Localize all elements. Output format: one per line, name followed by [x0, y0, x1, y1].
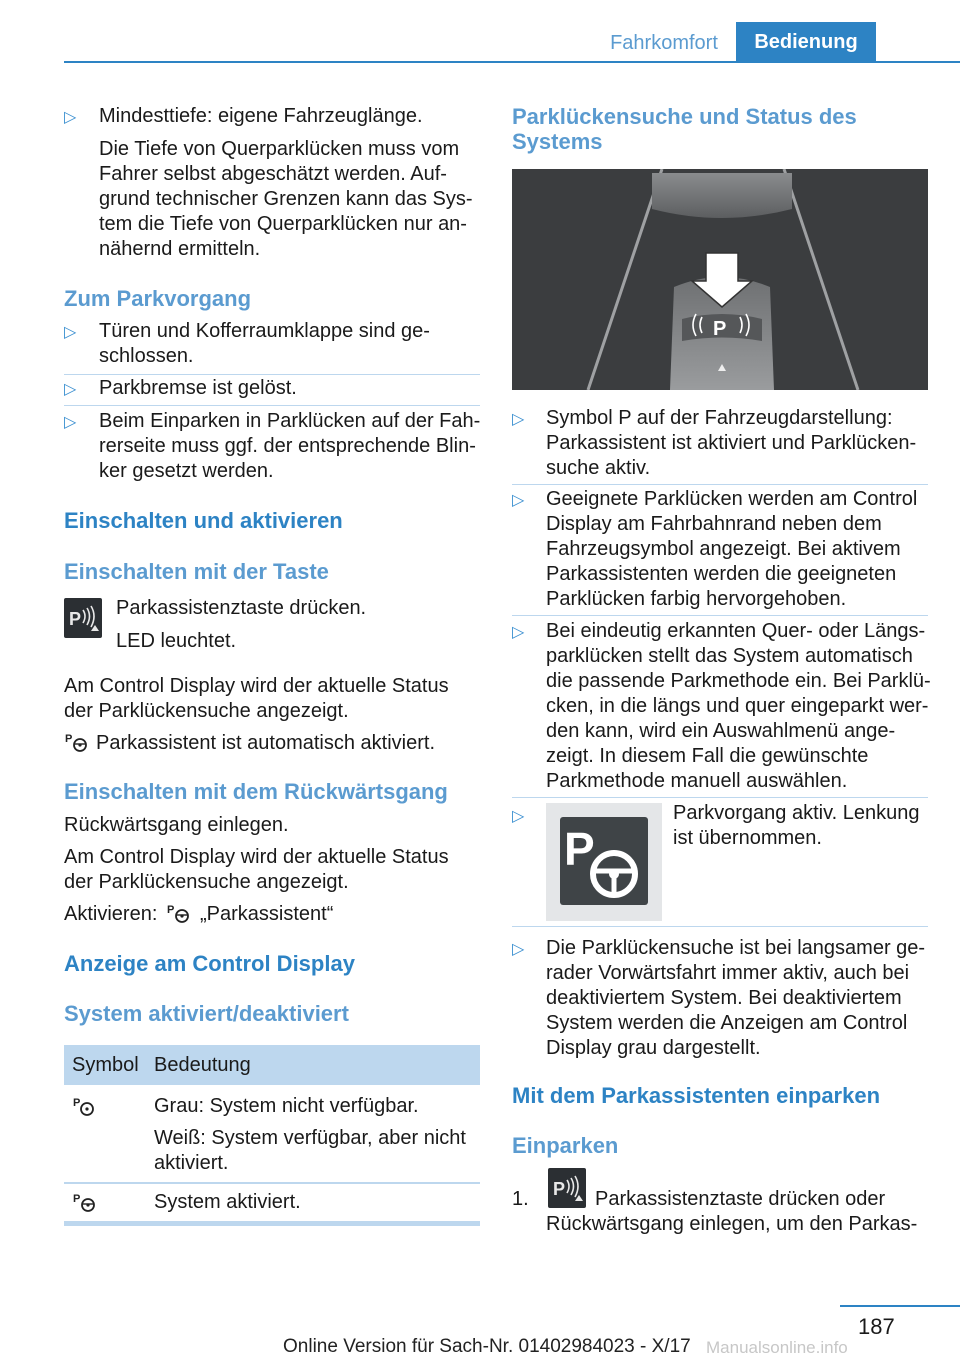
paragraph-line: Parkassistent ist automatisch aktiviert.	[96, 732, 436, 754]
bullet-text: Display am Fahrbahnrand neben dem	[546, 513, 882, 535]
heading-einschalten-aktivieren: Einschalten und aktivieren	[64, 508, 343, 533]
park-assist-symbol-icon	[166, 901, 190, 925]
paragraph-line: nähernd ermitteln.	[99, 238, 261, 260]
divider	[64, 405, 480, 406]
step-number: 1.	[512, 1188, 529, 1210]
divider	[512, 615, 928, 616]
table-bottom-rule	[64, 1221, 480, 1226]
tab-bedienung[interactable]: Bedienung	[736, 22, 876, 61]
bullet-icon: ▷	[64, 324, 77, 341]
table-header-symbol: Symbol	[72, 1054, 139, 1076]
bullet-text: Bei eindeutig erkannten Quer- oder Längs-	[546, 620, 926, 642]
divider	[64, 374, 480, 375]
park-assist-active-icon	[72, 1190, 96, 1214]
svg-text:P: P	[73, 1097, 81, 1109]
menu-item-parkassistent: „Parkassistent“	[200, 903, 334, 925]
svg-text:P: P	[564, 823, 595, 875]
svg-text:P: P	[713, 318, 727, 340]
bullet-text: die passende Parkmethode ein. Bei Parklü-	[546, 670, 931, 692]
bullet-text: rerseite muss ggf. der entsprechende Blin-	[99, 435, 476, 457]
paragraph-line: tem die Tiefe von Querparklücken nur an-	[99, 213, 467, 235]
bullet-text: suche aktiv.	[546, 457, 651, 479]
bullet-text: Parkmethode manuell auswählen.	[546, 770, 848, 792]
bullet-icon: ▷	[64, 414, 77, 431]
park-assist-button-icon	[64, 598, 102, 638]
svg-text:P: P	[65, 733, 73, 745]
step-text: Rückwärtsgang einlegen, um den Parkas-	[546, 1213, 918, 1235]
heading-mit-parkassistenten: Mit dem Parkassistenten einparken	[512, 1083, 881, 1108]
heading-zum-parkvorgang: Zum Parkvorgang	[64, 286, 252, 311]
watermark: Manualsonline.info	[706, 1338, 848, 1357]
divider	[512, 484, 928, 485]
bullet-text: Geeignete Parklücken werden am Control	[546, 488, 918, 510]
paragraph-line: der Parklückensuche angezeigt.	[64, 871, 349, 893]
bullet-icon: ▷	[64, 381, 77, 398]
bullet-text: Parkvorgang aktiv. Lenkung	[673, 802, 920, 824]
park-assist-symbol-icon	[64, 730, 88, 754]
header-rule	[64, 61, 960, 63]
paragraph-line: grund technischer Grenzen kann das Sys-	[99, 188, 473, 210]
bullet-icon: ▷	[64, 109, 77, 126]
svg-text:P: P	[73, 1193, 81, 1205]
parking-display-image	[512, 169, 928, 390]
paragraph-line: Am Control Display wird der aktuelle Status	[64, 846, 449, 868]
online-version-note: Online Version für Sach-Nr. 01402984023 - X/17	[283, 1336, 691, 1357]
heading-parklueckensuche-line2: Systems	[512, 129, 603, 154]
table-cell: aktiviert.	[154, 1152, 229, 1174]
heading-rueckwaertsgang: Einschalten mit dem Rückwärtsgang	[64, 779, 448, 804]
bullet-text: Parkassistenten werden die geeigneten	[546, 563, 897, 585]
paragraph-line: Rückwärtsgang einlegen.	[64, 814, 289, 836]
bullet-text: schlossen.	[99, 345, 194, 367]
heading-system-aktiviert: System aktiviert/deaktiviert	[64, 1001, 349, 1026]
heading-anzeige-control-display: Anzeige am Control Display	[64, 951, 355, 976]
tab-fahrkomfort[interactable]: Fahrkomfort	[610, 32, 718, 54]
bullet-text: Parkbremse ist gelöst.	[99, 377, 297, 399]
heading-einschalten-taste: Einschalten mit der Taste	[64, 559, 329, 584]
instruction-text: Parkassistenztaste drücken.	[116, 597, 367, 619]
divider	[512, 926, 928, 927]
svg-text:P: P	[553, 1179, 566, 1199]
park-assist-grey-icon	[72, 1094, 96, 1118]
bullet-text: deaktiviertem System. Bei deaktiviertem	[546, 987, 902, 1009]
bullet-text: Parklücken farbig hervorgehoben.	[546, 588, 847, 610]
bullet-text: Mindesttiefe: eigene Fahrzeuglänge.	[99, 105, 423, 127]
bullet-text: ist übernommen.	[673, 827, 822, 849]
bullet-text: Fahrzeugsymbol angezeigt. Bei aktivem	[546, 538, 901, 560]
bullet-text: ker gesetzt werden.	[99, 460, 274, 482]
paragraph-line: Die Tiefe von Querparklücken muss vom	[99, 138, 460, 160]
paragraph-line: Am Control Display wird der aktuelle Status	[64, 675, 449, 697]
table-header-bedeutung: Bedeutung	[154, 1054, 251, 1076]
bullet-text: System werden die Anzeigen am Control	[546, 1012, 908, 1034]
park-assist-button-icon	[548, 1168, 586, 1208]
paragraph-line: Fahrer selbst abgeschätzt werden. Auf-	[99, 163, 447, 185]
paragraph-line: Aktivieren:	[64, 903, 158, 925]
bullet-text: rader Vorwärtsfahrt immer aktiv, auch bei	[546, 962, 910, 984]
bullet-text: Parkassistent ist aktiviert und Parklücken-	[546, 432, 917, 454]
bullet-icon: ▷	[512, 941, 525, 958]
table-cell: Grau: System nicht verfügbar.	[154, 1095, 419, 1117]
heading-einparken: Einparken	[512, 1133, 619, 1158]
bullet-text: zeigt. In diesem Fall die gewünschte	[546, 745, 869, 767]
svg-text:P: P	[167, 904, 175, 916]
heading-parklueckensuche: Parklückensuche und Status des	[512, 104, 857, 129]
instruction-text: LED leuchtet.	[116, 630, 237, 652]
bullet-icon: ▷	[512, 492, 525, 509]
table-row-divider	[64, 1182, 480, 1184]
bullet-text: cken, in die längs und quer eingeparkt wer-	[546, 695, 929, 717]
footer-rule	[840, 1305, 960, 1307]
paragraph-line: der Parklückensuche angezeigt.	[64, 700, 349, 722]
park-steering-icon-frame	[546, 803, 662, 921]
step-text: Parkassistenztaste drücken oder	[595, 1188, 886, 1210]
bullet-text: parklücken stellt das System automatisch	[546, 645, 913, 667]
table-cell: Weiß: System verfügbar, aber nicht	[154, 1127, 466, 1149]
bullet-text: Display grau dargestellt.	[546, 1037, 761, 1059]
svg-text:P: P	[69, 609, 82, 629]
bullet-icon: ▷	[512, 808, 525, 825]
bullet-icon: ▷	[512, 411, 525, 428]
divider	[512, 797, 928, 798]
bullet-text: Beim Einparken in Parklücken auf der Fah-	[99, 410, 481, 432]
bullet-icon: ▷	[512, 624, 525, 641]
page-number: 187	[858, 1314, 895, 1339]
park-steering-icon	[560, 817, 648, 905]
bullet-text: Symbol P auf der Fahrzeugdarstellung:	[546, 407, 893, 429]
bullet-text: Türen und Kofferraumklappe sind ge-	[99, 320, 430, 342]
bullet-text: den kann, wird ein Auswahlmenü ange-	[546, 720, 896, 742]
bullet-text: Die Parklückensuche ist bei langsamer ge-	[546, 937, 926, 959]
table-cell: System aktiviert.	[154, 1191, 301, 1213]
